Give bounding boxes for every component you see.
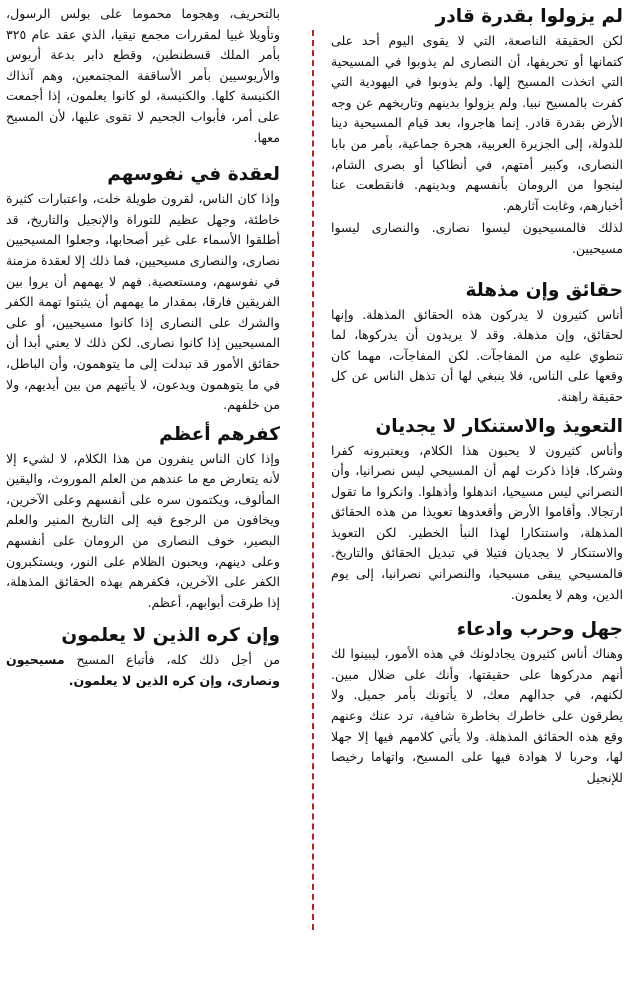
section-heading: وإن كره الذين لا يعلمون <box>61 625 280 647</box>
paragraph-text: من أجل ذلك كله، فأتباع المسيح <box>76 652 280 668</box>
section-denial-useless <box>331 414 623 606</box>
section-complex <box>6 162 280 416</box>
section-even-if-hated <box>6 623 280 691</box>
paragraph: وإذا كان الناس ينفرون من هذا الكلام، لا لشيء إلا لأنه يتعارض مع ما عندهم من العلم الموروث، واليقين المألوف، ويكتمون سره على أنفسهم وعلى الآخرين، ويخافون من الرجوع فيه إلى التاريخ المنير والعلم البصير، خوف النصارى من الرومان على أنفسهم وعلى دينهم، ويحبون الظلام على النور، ويستكبرون الكفر على الآخرين، فكفرهم بهذه الحقائق المذهلة، إذا طرقت أبوابهم، أعظم. <box>6 450 280 610</box>
paragraph: لذلك فالمسيحيون ليسوا نصارى. والنصارى ليسوا مسيحيين. <box>331 220 623 256</box>
paragraph: وهناك أناس كثيرون يجادلونك في هذه الأمور، ليبينوا لك أنهم مدركوها على حقيقتها، وأنك على ضلال مبين. لكنهم، في جدالهم معك، لا يأتونك بأمر جميل. ولا يطرقون على خاطرك بخاطرة شافية، ترد عنك وعنهم وقع هذه الحقائق المذهلة. ولا يأتي كلامهم فيها إلا جهلا لها، وحربا لا هوادة فيها على المسيح، واتهاما رخيصا للإنجيل <box>331 646 623 785</box>
paragraph: أناس كثيرون لا يدركون هذه الحقائق المذهلة. وإنها لحقائق، وإن مذهلة. وقد لا يريدون أن يدركوها، لما تنطوي عليه من المفاجآت. لكن المفاجآت، مهما كان وقعها على الناس، فلا ينبغي لها أن تذهل الناس عن كل حقيقة راهنة. <box>331 306 623 404</box>
section-heading: التعويذ والاستنكار لا يجديان <box>375 415 623 437</box>
section-heading: جهل وحرب وادعاء <box>456 619 623 641</box>
section-ignorance-war <box>331 617 623 788</box>
section-greater-disbelief <box>6 422 280 614</box>
section-heading: لم يزولوا بقدرة قادر <box>435 6 623 27</box>
paragraph: لكن الحقيقة الناصعة، التي لا يقوى اليوم أحد على كتمانها أو تحريفها، أن النصارى لم يذوبوا في المسيحية التي اتخذت المسيح إلها. ولم يذوبوا في اليهودية التي كفرت بالمسيح نبيا. ولم يزولوا بدينهم وتاريخهم عن وجه الأرض بقدرة قادر. إنما هاجروا، بعد قيام المسيحية دينا للدولة، إلى الجزيرة العربية، هجرة جماعية، بأمر من بابا النصارى، وكبير أمتهم، في أنطاكيا أو بصرى الشام، لينجوا من الرومان بأنفسهم وبدينهم. فانقطعت عنا أخبارهم، وغابت آثارهم. <box>331 33 623 213</box>
right-column <box>331 4 623 794</box>
column-divider <box>312 30 314 930</box>
section-heading: كفرهم أعظم <box>159 423 280 445</box>
section-heading: لعقدة في نفوسهم <box>107 164 280 186</box>
section-heading: حقائق وإن مذهلة <box>465 279 623 301</box>
paragraph-bold-text: مسيحيون ونصارى، وإن كره الذين لا يعلمون. <box>6 652 280 689</box>
paragraph: وإذا كان الناس، لقرون طويلة خلت، واعتبارات كثيرة خاطئة، وجهل عظيم للتوراة والإنجيل والتاريخ، قد أطلقوا الأسماء على غير أصحابها، وجعلوا المسيحيين نصارى، والنصارى مسيحيين، فما ذلك إلا لعقدة مزمنة في نفوسهم، ومستعصية. فهم لا يهمهم أن يروا بين الفريقين فارقا، بمقدار ما يهمهم أن يثبتوا تهمة الكفر والشرك على النصارى إذا كانوا مسيحيين، أو على المسيحيين إذا كانوا نصارى. لكن ذلك لا يعني أبدا أن حقائق الأمور قد تبدلت إلى ما يتوهمون، وأن الباطل، في ما يتوهمون ويدعون، لا يأتيهم من بين أيديهم، ولا من خلفهم. <box>6 191 280 413</box>
paragraph <box>6 650 280 691</box>
section-continuation <box>6 4 280 148</box>
section-stunning-facts <box>331 278 623 408</box>
paragraph: بالتحريف، وهجوما محموما على بولس الرسول، وتأويلا غبيا لمقررات مجمع نيقيا، الذي عقد عام ٣٢٥ بأمر الملك قسطنطين، وقطع دابر بدعة أريوس والأريوسيين بأمر الأساقفة المجتمعين، وهم آنذاك الكنيسة كلها. والكنيسة، لو كانوا يعلمون، إذا أجمعت على أمر، فأبواب الجحيم لا تقوى عليها، لأن المسيح معها. <box>6 6 280 145</box>
paragraph: وأناس كثيرون لا يحبون هذا الكلام، ويعتبرونه كفرا وشركا. فإذا ذكرت لهم أن المسيحي ليس نصرانيا، وأن النصراني ليس مسيحيا، اندهلوا وأذهلوا. وانكروا ما تقول ارتجالا. وأقاموا الأرض وأقعدوها تعويذا من هذه الحقائق المذهلة، واستنكارا لهذا النبأ الخطير. لكن التعويذ والاستنكار لا يجديان فتيلا في تبديل الحقائق والتاريخ. فالمسيحي يبقى مسيحيا، والنصراني نصرانيا، إلى يوم الدين، وهم لا يعلمون. <box>331 442 623 602</box>
left-column <box>6 4 280 698</box>
section-not-vanished <box>331 4 623 260</box>
